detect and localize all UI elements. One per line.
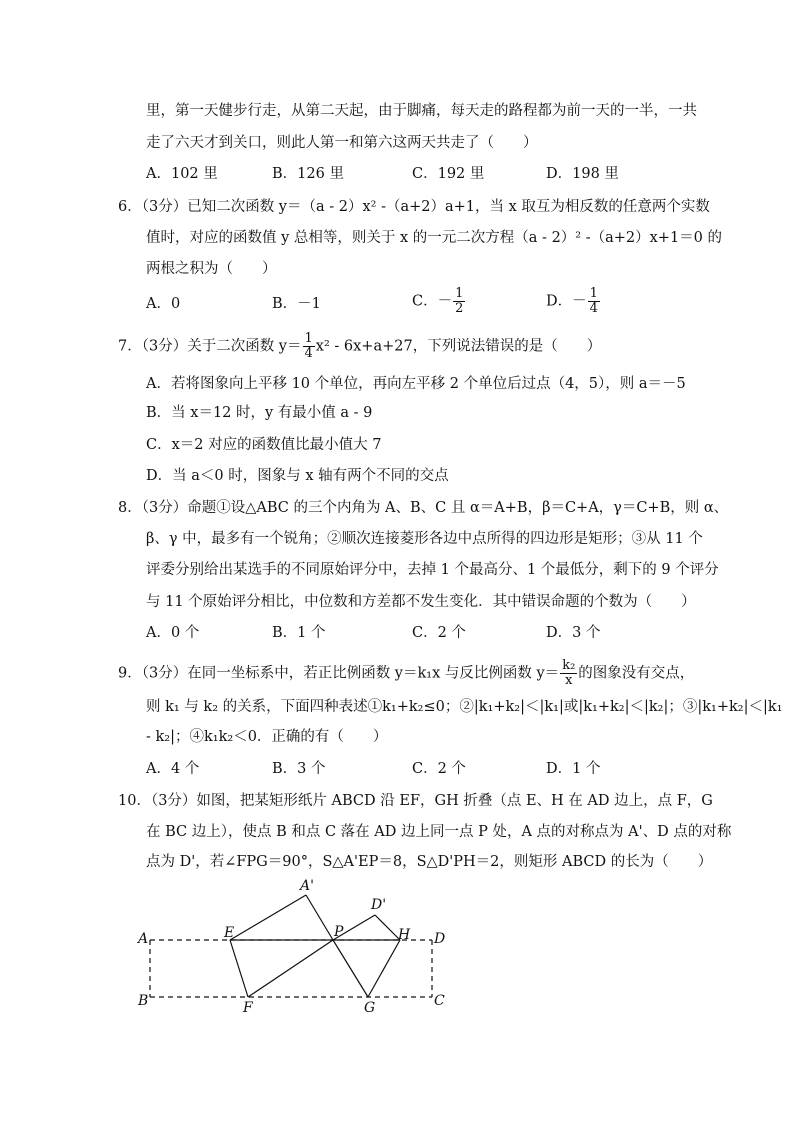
q8-option-a: A．0 个 xyxy=(146,625,200,641)
q9-stem-prefix: 9．（3分）在同一坐标系中，若正比例函数 y＝k₁x 与反比例函数 y＝ xyxy=(118,665,560,682)
q7-stem-suffix: x² - 6x+a+27，下列说法错误的是（ ） xyxy=(315,338,602,355)
q6-option-c xyxy=(412,287,466,316)
q10-line-3: 点为 D'，若∠FPG＝90°，S△A'EP＝8，S△D'PH＝2，则矩形 ABCD 的长为（ ） xyxy=(146,854,713,870)
q5-line-1: 里，第一天健步行走，从第二天起，由于脚痛，每天走的路程都为前一天的一半，一共 xyxy=(146,103,697,119)
q9-stem-denominator: x xyxy=(565,673,573,688)
label-g: G xyxy=(364,1000,376,1016)
q6-option-d xyxy=(546,287,601,316)
segment-d1h xyxy=(375,915,400,940)
q6-option-c-fraction xyxy=(453,287,465,316)
q10-line-2: 在 BC 边上），使点 B 和点 C 落在 AD 边上同一点 P 处，A 点的对称点为 A'、D 点的对称 xyxy=(146,824,732,840)
q6-option-a: A．0 xyxy=(146,296,181,312)
q7-stem-denominator: 4 xyxy=(304,346,313,361)
folding-figure xyxy=(130,875,460,1020)
label-a: A xyxy=(138,931,149,947)
q9-option-c: C．2 个 xyxy=(412,761,466,777)
label-f: F xyxy=(243,1000,253,1016)
q6-line-3: 两根之积为（ ） xyxy=(146,261,277,277)
q7-option-b: B．当 x＝12 时，y 有最小值 a - 9 xyxy=(146,405,373,421)
q6-option-d-fraction xyxy=(588,287,600,316)
q5-option-b: B．126 里 xyxy=(272,166,344,182)
q6-option-c-denominator: 2 xyxy=(455,301,464,316)
q8-line-4: 与 11 个原始评分相比，中位数和方差都不发生变化．其中错误命题的个数为（ ） xyxy=(146,594,696,610)
q9-stem xyxy=(118,659,694,688)
label-d1: D' xyxy=(371,897,387,913)
q7-option-d: D．当 a＜0 时，图象与 x 轴有两个不同的交点 xyxy=(146,468,449,484)
segment-ea1 xyxy=(230,895,306,940)
segment-fp xyxy=(248,940,333,997)
q8-line-3: 评委分别给出某选手的不同原始评分中，去掉 1 个最高分、1 个最低分，剩下的 9 个评分 xyxy=(146,562,719,578)
q6-option-c-label: C．－ xyxy=(412,293,453,310)
q5-line-2: 走了六天才到关口，则此人第一和第六这两天共走了（ ） xyxy=(146,135,538,151)
q7-option-a: A．若将图象向上平移 10 个单位，再向左平移 2 个单位后过点（4，5），则 a＝－5 xyxy=(146,376,686,392)
q7-option-c: C．x＝2 对应的函数值比最小值大 7 xyxy=(146,437,382,453)
fold-ef xyxy=(230,940,248,997)
q7-stem-prefix: 7．（3分）关于二次函数 y＝ xyxy=(118,338,302,355)
q9-option-b: B．3 个 xyxy=(272,761,326,777)
q7-stem-numerator: 1 xyxy=(304,331,313,346)
q8-option-b: B．1 个 xyxy=(272,625,326,641)
q6-option-c-numerator: 1 xyxy=(455,286,464,301)
q9-option-a: A．4 个 xyxy=(146,761,200,777)
q6-option-d-denominator: 4 xyxy=(589,301,598,316)
label-c: C xyxy=(434,993,445,1009)
q6-line-1: 6．（3分）已知二次函数 y＝（a - 2）x² -（a+2）a+1，当 x 取互为相反数的任意两个实数 xyxy=(118,199,710,215)
q9-line-2: 则 k₁ 与 k₂ 的关系，下面四种表述①k₁+k₂≤0；②|k₁+k₂|＜|k₁|或|k₁+k₂|＜|k₂|；③|k₁+k₂|＜|k₁ xyxy=(146,699,783,715)
q5-option-a: A．102 里 xyxy=(146,166,218,182)
segment-a1p xyxy=(306,895,333,940)
q9-option-d: D．1 个 xyxy=(546,761,601,777)
q5-option-d: D．198 里 xyxy=(546,166,619,182)
q5-option-c: C．192 里 xyxy=(412,166,485,182)
label-a1: A' xyxy=(300,878,314,894)
q10-line-1: 10．（3分）如图，把某矩形纸片 ABCD 沿 EF，GH 折叠（点 E、H 在 AD 边上，点 F，G xyxy=(118,793,713,809)
q8-line-1: 8．（3分）命题①设△ABC 的三个内角为 A、B、C 且 α＝A+B，β＝C+A，γ＝C+B，则 α、 xyxy=(118,500,729,516)
q9-stem-fraction xyxy=(560,659,577,688)
q6-option-d-label: D．－ xyxy=(546,293,587,310)
q7-stem xyxy=(118,332,601,361)
q6-option-b: B．－1 xyxy=(272,296,321,312)
q6-line-2: 值时，对应的函数值 y 总相等，则关于 x 的一元二次方程（a - 2）² -（a+2）x+1＝0 的 xyxy=(146,230,723,246)
q8-line-2: β、γ 中，最多有一个锐角；②顺次连接菱形各边中点所得的四边形是矩形；③从 11 个 xyxy=(146,531,703,547)
segment-pg xyxy=(333,940,368,997)
label-d: D xyxy=(434,931,446,947)
label-e: E xyxy=(224,925,235,941)
q9-stem-suffix: 的图象没有交点， xyxy=(578,665,695,682)
q9-stem-numerator: k₂ xyxy=(562,658,576,673)
label-b: B xyxy=(138,993,149,1009)
label-h: H xyxy=(398,927,411,943)
q6-option-d-numerator: 1 xyxy=(589,286,598,301)
label-p: P xyxy=(334,924,344,940)
q8-option-d: D．3 个 xyxy=(546,625,601,641)
q9-line-3: - k₂|；④k₁k₂＜0．正确的有（ ） xyxy=(146,729,388,745)
q8-option-c: C．2 个 xyxy=(412,625,466,641)
fold-gh xyxy=(368,940,400,997)
q7-stem-fraction xyxy=(303,332,315,361)
